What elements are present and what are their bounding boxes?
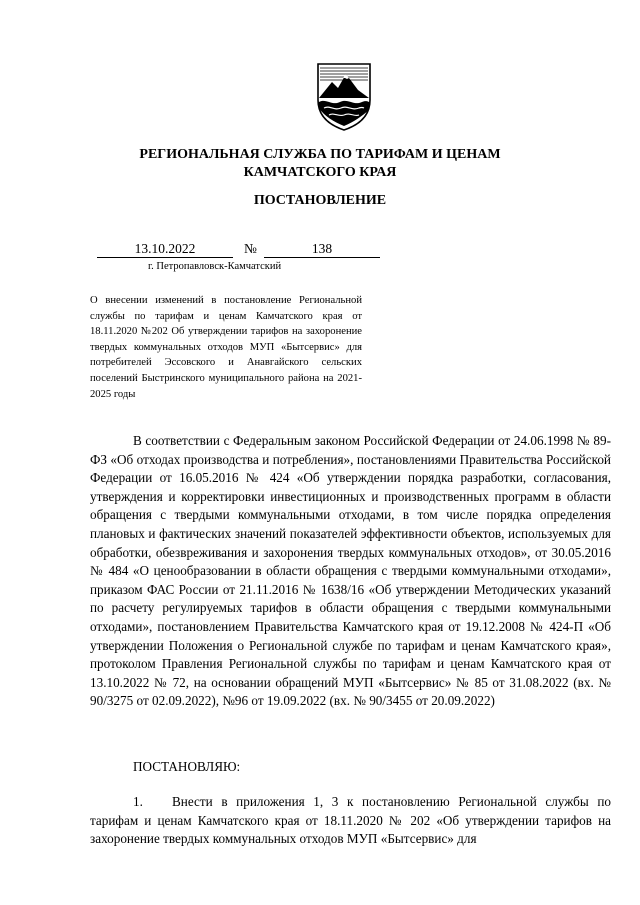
document-city: г. Петропавловск-Камчатский <box>148 261 282 272</box>
number-sign: № <box>244 241 257 256</box>
document-type-heading: ПОСТАНОВЛЕНИЕ <box>253 193 387 208</box>
preamble-paragraph: В соответствии с Федеральным законом Российской Федерации от 24.06.1998 № 89-ФЗ «Об отходах производства и потребления», постановлениями Правительства Российской Федерации от 16.05.2016 № 424 «Об утверждении порядка разработки, согласования, утверждения и корректировки инвестиционных и производственных программ в области обращения с твердыми коммунальными отходами, в том числе порядка определения плановых и фактических значений показателей эффективности объектов, используемых для обработки, обезвреживания и захоронения твердых коммунальных отходов», от 30.05.2016 № 484 «О ценообразовании в области обращения с твердыми коммунальными отходами», приказом ФАС России от 21.11.2016 № 1638/16 «Об утверждении Методических указаний по расчету регулируемых тарифов в области обращения с твердыми коммунальными отходами», постановлением Правительства Камчатского края от 19.12.2008 № 424-П «Об утверждении Положения о Региональной службе по тарифам и ценам Камчатского края», протоколом Правления Региональной службы по тарифам и ценам Камчатского края от 13.10.2022 № 72, на основании обращений МУП «Бытсервис» № 85 от 31.08.2022 (вх. № 90/3275 от 02.09.2022), №96 от 19.09.2022 (вх. № 90/3455 от 20.09.2022) <box>90 433 611 709</box>
clause-item-1-text: Внести в приложения 1, 3 к постановлению Региональной службы по тарифам и ценам Камчатского края от 18.11.2020 № 202 «Об утверждении тарифов на захоронение твердых коммунальных отходов МУП «Бытсервис» для <box>90 794 611 847</box>
decree-statement: ПОСТАНОВЛЯЮ: <box>133 759 241 774</box>
clause-item-1 <box>90 793 611 849</box>
organization-title-line2: КАМЧАТСКОГО КРАЯ <box>243 165 397 180</box>
organization-title-line1: РЕГИОНАЛЬНАЯ СЛУЖБА ПО ТАРИФАМ И ЦЕНАМ <box>139 147 501 162</box>
clause-item-1-number: 1. <box>133 794 143 809</box>
organization-title <box>0 146 640 182</box>
kamchatka-coat-of-arms-icon <box>314 60 374 132</box>
document-number: 138 <box>264 241 380 258</box>
document-subject: О внесении изменений в постановление Региональной службы по тарифам и ценам Камчатского края от 18.11.2020 №202 Об утверждении тарифов на захоронение твердых коммунальных отходов МУП «Бытсервис» для потребителей Эссовского и Анавгайского сельских поселений Быстринского муниципального района на 2021-2025 годы <box>90 295 362 400</box>
document-date: 13.10.2022 <box>97 241 233 258</box>
